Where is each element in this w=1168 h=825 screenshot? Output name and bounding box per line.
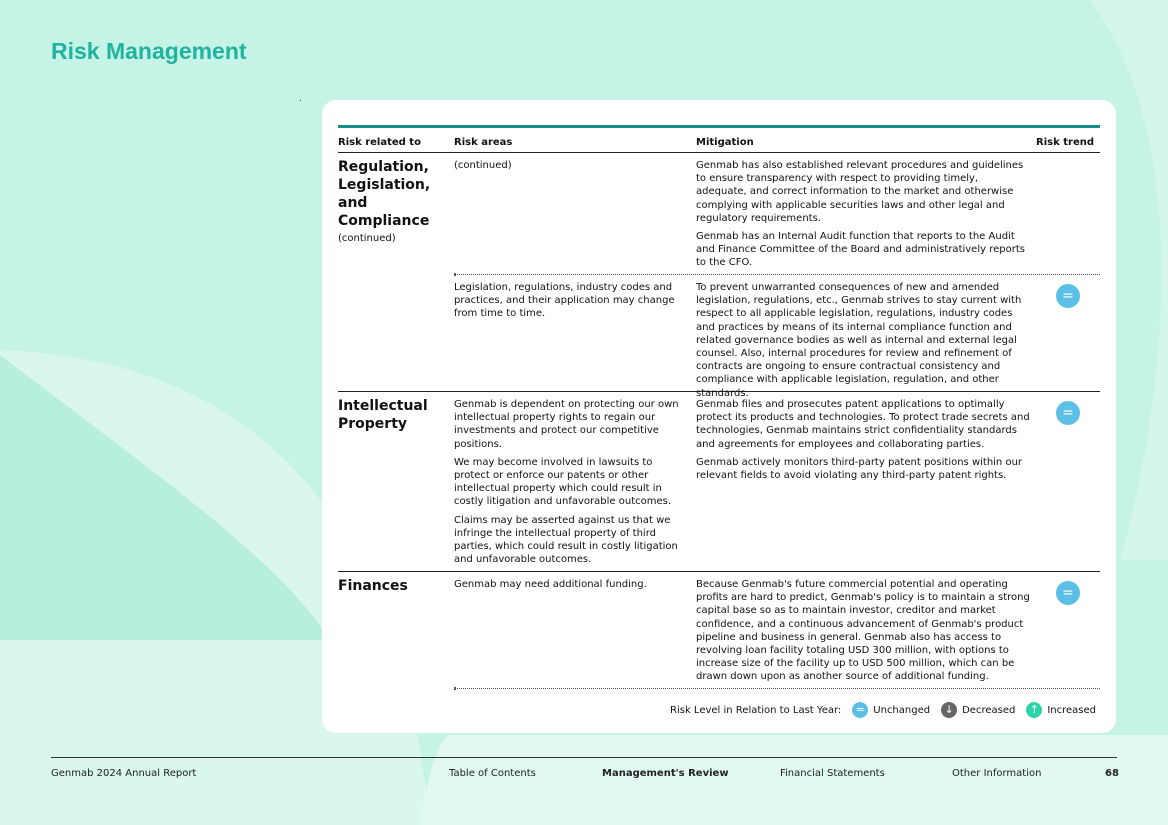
risk-table-card xyxy=(322,100,1116,733)
footer-divider xyxy=(51,757,1117,758)
mitigation-text: To prevent unwarranted consequences of new and amended legislation, regulations, etc., Genmab strives to stay current with respect to all applicable legislation, regulations, industry codes and practices by means of its internal compliance function and related governance bodies as well as internal and external legal counsel. Also, internal procedures for review and refinement of contracts are ongoing to ensure contractual consistency and compliance with applicable legislation, regulation, and other standards. xyxy=(696,282,1022,399)
footer-link-financial-statements[interactable]: Financial Statements xyxy=(780,768,885,779)
risk-category: Regulation, Legislation, and Compliance xyxy=(338,159,431,229)
mitigation-text: Genmab files and prosecutes patent applications to optimally protect its products and technologies. To protect trade secrets and technologies, Genmab maintains strict confidentiality standards and agreements for employees and collaborating parties. xyxy=(696,399,1030,450)
table-row-finances xyxy=(338,572,1100,689)
mitigation-text: Genmab has also established relevant procedures and guidelines to ensure transparency with respect to providing timely, adequate, and correct information to the market and otherwise complying with applicable securities laws and other legal and regulatory requirements. xyxy=(696,160,1024,224)
risk-area-text: We may become involved in lawsuits to protect or enforce our patents or other intellectual property which could result in costly litigation and unfavorable outcomes. xyxy=(454,456,672,508)
page-title: Risk Management xyxy=(51,38,247,64)
mitigation-cell xyxy=(696,398,1031,487)
risk-category-note: (continued) xyxy=(338,233,396,244)
footer-link-managements-review[interactable]: Management's Review xyxy=(602,768,729,779)
header-risk-areas: Risk areas xyxy=(454,137,513,148)
header-risk-trend: Risk trend xyxy=(1036,137,1094,148)
risk-area-text: Legislation, regulations, industry codes and practices, and their application may change from time to time. xyxy=(454,282,675,320)
row-sub-divider xyxy=(454,688,1100,689)
risk-area-cell xyxy=(454,159,684,177)
risk-area-cell xyxy=(454,281,684,326)
mitigation-cell xyxy=(696,281,1031,405)
header-mitigation: Mitigation xyxy=(696,137,754,148)
risk-category: Finances xyxy=(338,578,408,594)
risk-category-cell xyxy=(338,158,450,245)
mitigation-text: Because Genmab's future commercial potential and operating profits are hard to predict, Genmab's policy is to maintain a strong capital base so as to maintain investor, creditor and market confidence, and a continuous advancement of Genmab's product pipeline and business in general. Genmab also has access to revolving loan facility totaling USD 300 million, with options to increase size of the facility up to USD 500 million, which can be drawn down upon as another source of additional funding. xyxy=(696,579,1030,683)
mitigation-text: Genmab has an Internal Audit function that reports to the Audit and Finance Committee of the Board and administratively reports to the CFO. xyxy=(696,231,1025,269)
risk-table xyxy=(338,125,1100,689)
decorative-dot xyxy=(300,100,301,101)
increased-icon: ↑ xyxy=(1026,702,1042,718)
table-row-regulation xyxy=(338,153,1100,399)
legend-unchanged-label: Unchanged xyxy=(873,704,931,716)
footer-link-table-of-contents[interactable]: Table of Contents xyxy=(449,768,536,779)
risk-area-cell xyxy=(454,398,684,571)
row-sub-divider xyxy=(454,274,1100,275)
risk-trend-unchanged-icon: = xyxy=(1056,401,1080,425)
table-header xyxy=(338,128,1100,153)
risk-category-cell xyxy=(338,397,450,433)
mitigation-cell xyxy=(696,159,1031,275)
risk-category-cell xyxy=(338,577,450,595)
risk-area-text: Genmab may need additional funding. xyxy=(454,579,647,590)
legend-increased-label: Increased xyxy=(1047,704,1096,716)
risk-category: Intellectual Property xyxy=(338,398,428,432)
legend-label: Risk Level in Relation to Last Year: xyxy=(670,704,842,716)
risk-legend xyxy=(670,702,1096,718)
risk-area-cell xyxy=(454,578,684,596)
page-number: 68 xyxy=(1105,768,1119,779)
risk-area-text: Claims may be asserted against us that we infringe the intellectual property of third parties, which could result in costly litigation and unfavorable outcomes. xyxy=(454,514,678,566)
risk-trend-unchanged-icon: = xyxy=(1056,284,1080,308)
table-row-intellectual-property xyxy=(338,392,1100,572)
mitigation-text: Genmab actively monitors third-party patent positions within our relevant fields to avoid violating any third-party patent rights. xyxy=(696,456,1023,482)
risk-trend-unchanged-icon: = xyxy=(1056,581,1080,605)
risk-area-text: (continued) xyxy=(454,160,512,171)
footer-link-other-information[interactable]: Other Information xyxy=(952,768,1042,779)
footer-report-title: Genmab 2024 Annual Report xyxy=(51,768,197,779)
risk-area-text: Genmab is dependent on protecting our own intellectual property rights to regain our investments and protect our competitive positions. xyxy=(454,399,679,450)
unchanged-icon: = xyxy=(852,702,868,718)
mitigation-cell xyxy=(696,578,1031,689)
header-risk-related-to: Risk related to xyxy=(338,137,421,148)
decreased-icon: ↓ xyxy=(941,702,957,718)
legend-decreased-label: Decreased xyxy=(962,704,1016,716)
